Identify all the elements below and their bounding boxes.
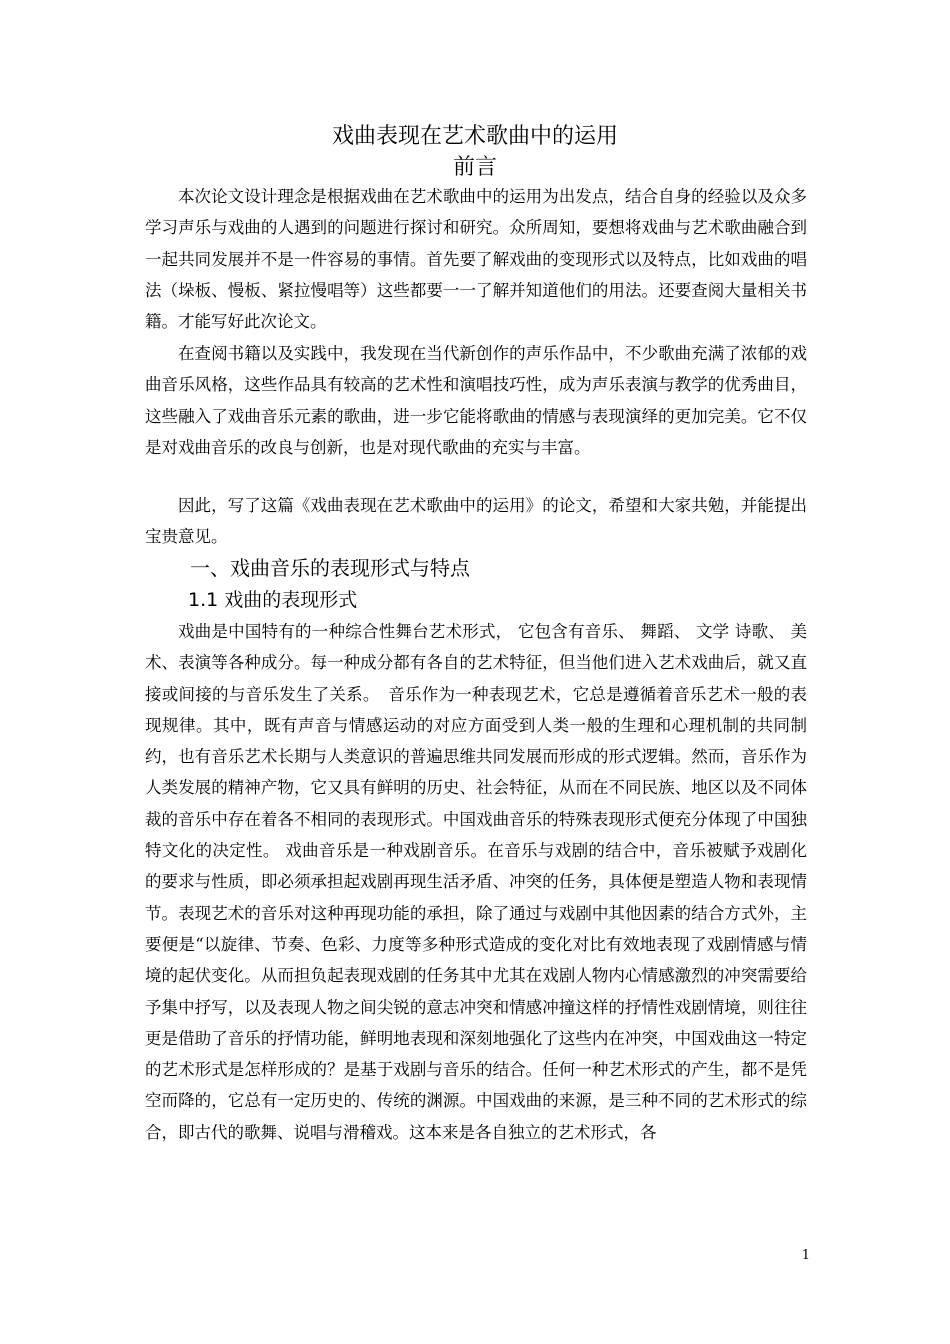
preface-paragraph-2: 在查阅书籍以及实践中，我发现在当代新创作的声乐作品中，不少歌曲充满了浓郁的戏曲音乐风格，这些作品具有较高的艺术性和演唱技巧性，成为声乐表演与教学的优秀曲目，这些融入了戏曲音乐元素的歌曲，进一步它能将歌曲的情感与表现演绎的更加完美。它不仅是对戏曲音乐的改良与创新，也是对现代歌曲的充实与丰富。 <box>145 344 807 457</box>
preface-paragraph-3: 因此，写了这篇《戏曲表现在艺术歌曲中的运用》的论文，希望和大家共勉，并能提出宝贵意见。 <box>145 496 807 547</box>
document-title: 戏曲表现在艺术歌曲中的运用 <box>331 124 618 149</box>
subsection-heading: 1.1 戏曲的表现形式 <box>188 589 358 611</box>
body-paragraph: 戏曲是中国特有的一种综合性舞台艺术形式， 它包含有音乐、 舞蹈、 文学 诗歌、 美术、表演等各种成分。每一种成分都有各自的艺术特征，但当他们进入艺术戏曲后，就又直接或间接的与音乐发生了关系。 音乐作为一种表现艺术，它总是遵循着音乐艺术一般的表现规律。其中，既有声音与情感运动的对应方面受到人类一般的生理和心理机制的共同制约，也有音乐艺术长期与人类意识的普遍思维共同发展而形成的形式逻辑。然而，音乐作为人类发展的精神产物，它又具有鲜明的历史、社会特征，从而在不同民族、地区以及不同体裁的音乐中存在着各不相同的表现形式。中国戏曲音乐的特殊表现形式便充分体现了中国独特文化的决定性。 戏曲音乐是一种戏剧音乐。在音乐与戏剧的结合中，音乐被赋予戏剧化的要求与性质，即必须承担起戏剧再现生活矛盾、冲突的任务，具体便是塑造人物和表现情节。表现艺术的音乐对这种再现功能的承担，除了通过与戏剧中其他因素的结合方式外，主要便是“以旋律、节奏、色彩、力度等多种形式造成的变化对比有效地表现了戏剧情感与情境的起伏变化。从而担负起表现戏剧的任务其中尤其在戏剧人物内心情感激烈的冲突需要给予集中抒写，以及表现人物之间尖锐的意志冲突和情感冲撞这样的抒情性戏剧情境，则往往更是借助了音乐的抒情功能，鲜明地表现和深刻地强化了这些内在冲突，中国戏曲这一特定的艺术形式是怎样形成的？是基于戏剧与音乐的结合。任何一种艺术形式的产生，都不是凭空而降的，它总有一定历史的、传统的渊源。中国戏曲的来源，是三种不同的艺术形式的综合，即古代的歌舞、说唱与滑稽戏。这本来是各自独立的艺术形式，各 <box>145 622 807 1142</box>
page-number: 1 <box>801 1248 810 1263</box>
preface-paragraph-1: 本次论文设计理念是根据戏曲在艺术歌曲中的运用为出发点，结合自身的经验以及众多学习声乐与戏曲的人遇到的问题进行探讨和研究。众所周知，要想将戏曲与艺术歌曲融合到一起共同发展并不是一件容易的事情。首先要了解戏曲的变现形式以及特点，比如戏曲的唱法（垛板、慢板、紧拉慢唱等）这些都要一一了解并知道他们的用法。还要查阅大量相关书籍。才能写好此次论文。 <box>145 187 807 332</box>
preface-heading: 前言 <box>452 155 497 180</box>
section-heading: 一、戏曲音乐的表现形式与特点 <box>190 556 470 580</box>
